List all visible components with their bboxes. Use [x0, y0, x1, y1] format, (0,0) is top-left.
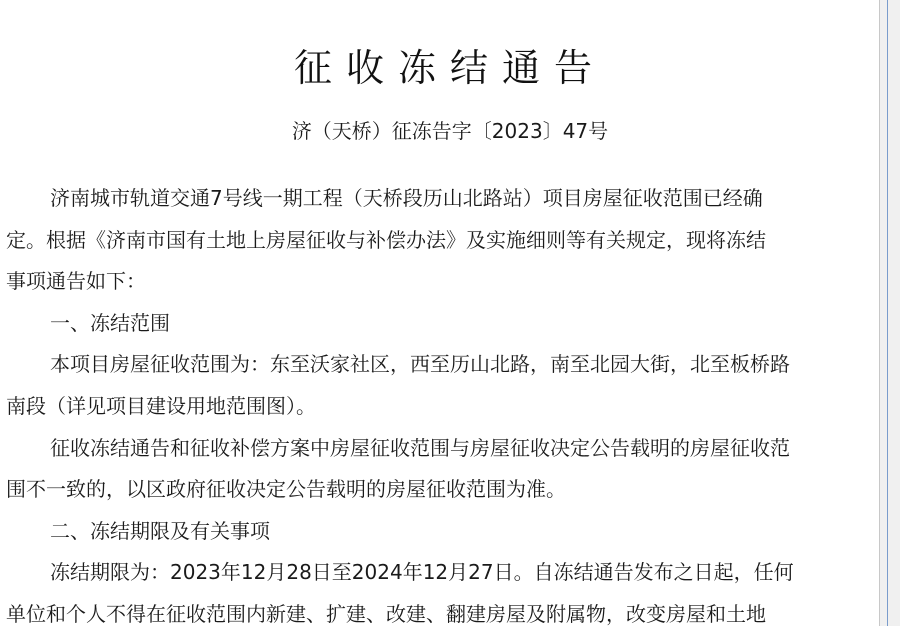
section-1-para-1-line-1: 本项目房屋征收范围为：东至沃家社区，西至历山北路，南至北园大街，北至板桥路: [50, 352, 790, 377]
document-body: [6, 178, 880, 626]
section-1-heading: 一、冻结范围: [50, 310, 170, 335]
section-2-paragraph-1: [6, 552, 880, 626]
intro-line-3: 事项通告如下：: [6, 269, 146, 294]
vertical-scrollbar[interactable]: [879, 0, 900, 626]
section-2-heading: 二、冻结期限及有关事项: [50, 518, 270, 543]
section-2-para-1-line-2: 单位和个人不得在征收范围内新建、扩建、改建、翻建房屋及附属物，改变房屋和土地: [6, 601, 766, 626]
scrollbar-track-line: [887, 0, 888, 626]
section-1-paragraph-1: [6, 344, 880, 427]
document-number: 济（天桥）征冻告字〔2023〕47号: [291, 119, 609, 143]
intro-line-2: 定。根据《济南市国有土地上房屋征收与补偿办法》及实施细则等有关规定，现将冻结: [6, 227, 766, 252]
section-1-para-2-line-2: 围不一致的，以区政府征收决定公告载明的房屋征收范围为准。: [6, 477, 566, 502]
section-1-paragraph-2: [6, 428, 880, 511]
document-title: 征收冻结通告: [293, 46, 606, 90]
section-1-para-1-line-2: 南段（详见项目建设用地范围图）。: [6, 393, 316, 418]
intro-line-1: 济南城市轨道交通7号线一期工程（天桥段历山北路站）项目房屋征收范围已经确: [50, 186, 763, 210]
intro-paragraph: [6, 178, 880, 303]
section-2-para-1-line-1: 冻结期限为：2023年12月28日至2024年12月27日。自冻结通告发布之日起，任何: [50, 560, 794, 585]
section-1-para-2-line-1: 征收冻结通告和征收补偿方案中房屋征收范围与房屋征收决定公告载明的房屋征收范: [50, 435, 790, 460]
